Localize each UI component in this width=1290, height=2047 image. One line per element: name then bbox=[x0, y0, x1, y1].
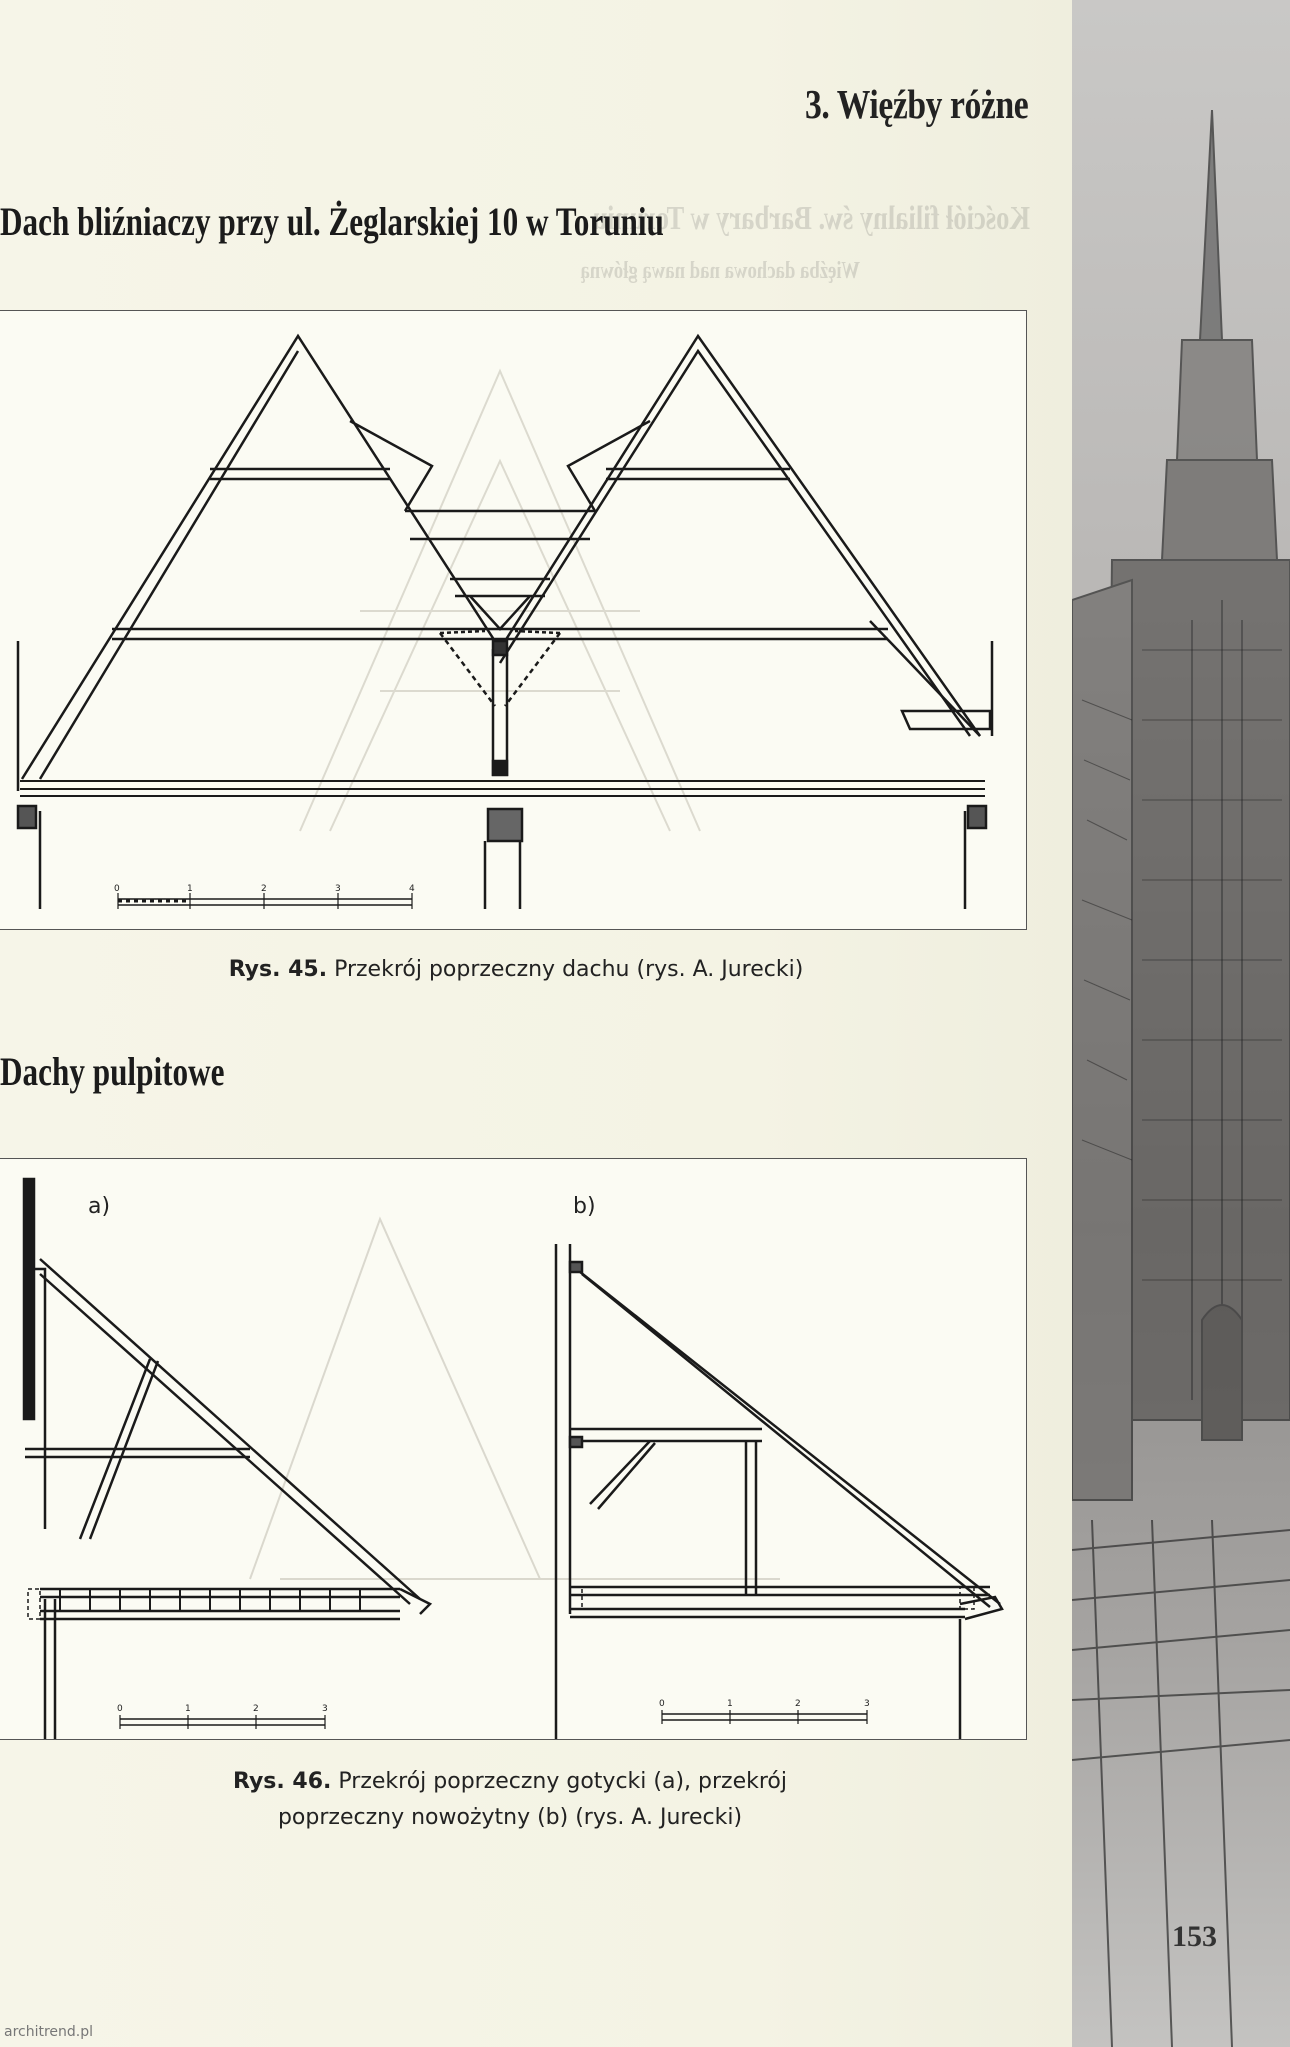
scale-tick-label: 1 bbox=[187, 884, 193, 894]
scale-tick-label: 3 bbox=[322, 1704, 328, 1714]
scale-tick-label: 0 bbox=[117, 1704, 123, 1714]
figure-46-drawing bbox=[0, 1158, 1027, 1740]
side-illustration-strip bbox=[1072, 0, 1290, 2047]
figure-label-a: a) bbox=[88, 1194, 111, 1219]
scale-bar bbox=[114, 884, 415, 909]
figure-number: Rys. 46. bbox=[233, 1769, 332, 1794]
church-sketch-illustration bbox=[1072, 0, 1290, 2047]
scale-bar-a bbox=[117, 1704, 328, 1729]
figure-46-caption bbox=[210, 1764, 810, 1836]
scale-tick-label: 1 bbox=[185, 1704, 191, 1714]
show-through-text: Więźba dachowa nad nawą główną bbox=[580, 258, 860, 284]
show-through-text: Kościół filialny św. Barbary w Toruniu bbox=[592, 200, 1030, 237]
figure-label-b: b) bbox=[573, 1194, 596, 1219]
caption-line bbox=[210, 1764, 810, 1800]
scale-tick-label: 0 bbox=[114, 884, 120, 894]
scale-bar-b bbox=[659, 1699, 870, 1724]
scale-tick-label: 3 bbox=[335, 884, 341, 894]
section-title: Dachy pulpitowe bbox=[0, 1049, 225, 1094]
figure-number: Rys. 45. bbox=[228, 957, 328, 982]
scale-tick-label: 2 bbox=[261, 884, 267, 894]
caption-line: poprzeczny nowożytny (b) (rys. A. Jurecki) bbox=[277, 1805, 743, 1830]
scale-tick-label: 4 bbox=[409, 884, 415, 894]
caption-text: Przekrój poprzeczny dachu (rys. A. Jurecki) bbox=[334, 957, 804, 982]
figure-45-drawing bbox=[0, 310, 1027, 930]
roof-cross-section-drawing bbox=[0, 311, 1026, 929]
scale-tick-label: 0 bbox=[659, 1699, 665, 1709]
section-title: Dach bliźniaczy przy ul. Żeglarskiej 10 w Toruniu bbox=[0, 199, 664, 244]
scale-tick-label: 1 bbox=[727, 1699, 733, 1709]
scale-tick-label: 2 bbox=[795, 1699, 801, 1709]
figure-45-caption bbox=[216, 952, 816, 988]
scale-tick-label: 2 bbox=[253, 1704, 259, 1714]
page-number: 153 bbox=[1172, 1920, 1217, 1953]
lean-to-roof-sections-drawing bbox=[0, 1159, 1026, 1739]
watermark: architrend.pl bbox=[4, 2024, 94, 2040]
scale-tick-label: 3 bbox=[864, 1699, 870, 1709]
caption-text: Przekrój poprzeczny gotycki (a), przekrój bbox=[338, 1769, 787, 1794]
chapter-heading: 3. Więźby różne bbox=[804, 81, 1028, 127]
